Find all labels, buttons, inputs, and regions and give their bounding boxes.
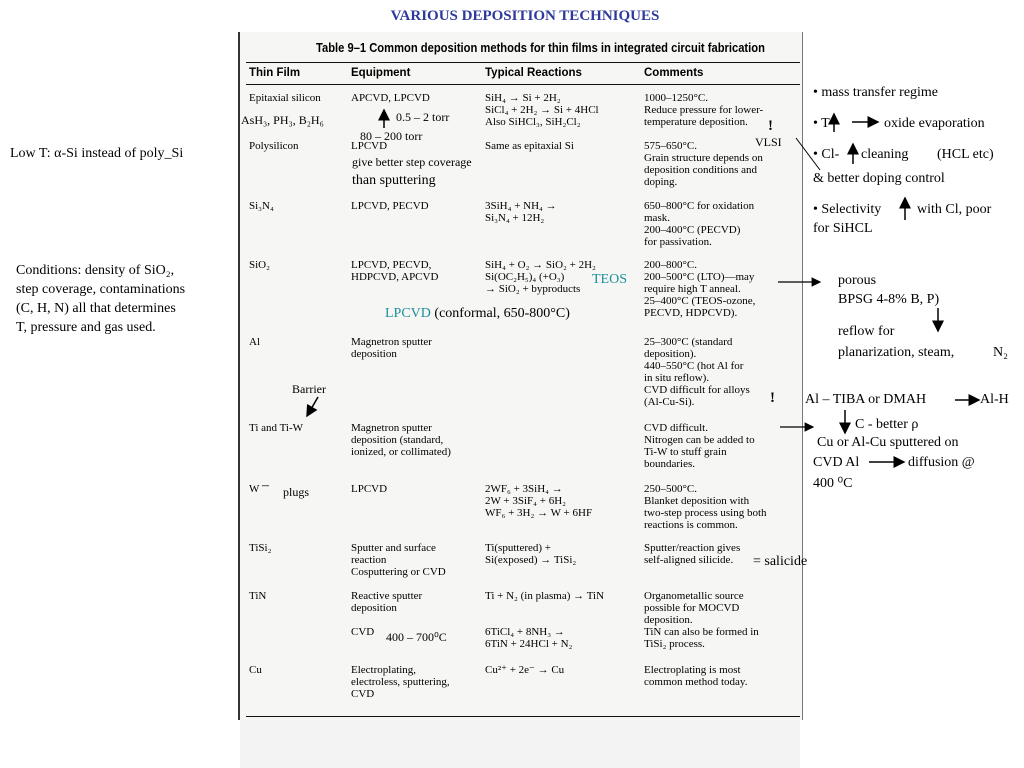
line-vlsi-link [796,138,820,170]
row-oxide-equipment: LPCVD, PECVD, HDPCVD, APCVD [351,259,439,283]
note-for-sihcl: for SiHCL [813,221,873,236]
row-epitaxial-reactions: SiH₄ → Si + 2H₂ SiCl₄ + 2H₂ → Si + 4HCl Also SiHCl₃, SiH₂Cl₂ [485,92,599,128]
row-tin-film: TiN [249,590,267,602]
row-nitride-comments: 650–800°C for oxidation mask. 200–400°C (PECVD) for passivation. [644,200,755,248]
note-diffusion: diffusion @ [908,455,975,470]
note-porous: porous [838,273,877,288]
note-mass-transfer: • mass transfer regime [813,85,939,100]
row-tiw-film: Ti and Ti-W [249,422,304,434]
note-cvd-al: CVD Al [813,455,860,470]
note-precursors: AsH₃, PH₃, B₂H₆ [241,113,324,127]
note-selectivity: • Selectivity [813,202,882,217]
row-tisi2-reactions: Ti(sputtered) + Si(exposed) → TiSi₂ [485,542,577,566]
row-epitaxial-equipment: APCVD, LPCVD [351,92,430,104]
row-w-equipment: LPCVD [351,483,388,495]
note-teos: TEOS [592,272,627,287]
row-cu-film: Cu [249,664,262,676]
row-oxide-reactions: SiH₄ + O₂ → SiO₂ + 2H₂ Si(OC₂H₅)₄ (+O₃) → SiO₂ + byproducts [485,259,596,295]
row-nitride-film: Si₃N₄ [249,200,274,212]
note-with-cl: with Cl, poor [917,202,992,217]
note-cu-alcu: Cu or Al-Cu sputtered on [817,435,959,450]
row-poly-reactions: Same as epitaxial Si [485,140,574,152]
row-epitaxial-comments: 1000–1250°C. Reduce pressure for lower- temperature deposition. [644,92,764,128]
note-conditions-line-4: T, pressure and gas used. [16,320,156,335]
row-w-reactions: 2WF₆ + 3SiH₄ → 2W + 3SiF₄ + 6H₂ WF₆ + 3H₂ → W + 6HF [485,483,593,519]
note-vlsi: VLSI [755,135,782,149]
note-reflow: reflow for [838,324,895,339]
row-oxide-film: SiO₂ [249,259,270,271]
arrow-barrier [307,397,318,416]
note-conformal-range: (conformal, 650-800°C) [434,306,570,321]
header-comments: Comments [644,67,704,79]
note-c-better: C - better ρ [855,417,919,432]
row-oxide-comments: 200–800°C. 200–500°C (LTO)—may require high T anneal. 25–400°C (TEOS-ozone, PECVD, HDPCVD). [644,259,756,319]
row-epitaxial-film: Epitaxial silicon [249,92,321,104]
note-lpcvd-label: LPCVD [385,306,431,321]
note-w-dash: – [262,478,269,493]
note-pressure-poly: 80 – 200 torr [360,129,423,143]
row-cu-equipment: Electroplating, electroless, sputtering, CVD [351,664,450,700]
note-barrier: Barrier [292,382,326,396]
note-than-sputtering: than sputtering [352,173,436,188]
note-conditions-line-3: (C, H, N) all that determines [16,301,176,316]
note-t-bullet: • T [813,116,830,131]
note-bpsg: BPSG 4-8% B, P) [838,292,940,307]
row-nitride-reactions: 3SiH₄ + NH₄ → Si₃N₄ + 12H₂ [485,200,557,224]
note-oxide-evaporation: oxide evaporation [884,116,985,131]
note-salicide: = salicide [753,554,808,569]
note-planarization: planarization, steam, [838,345,955,360]
note-pressure-epi: 0.5 – 2 torr [396,110,450,124]
note-conditions-line-1: Conditions: density of SiO₂, [16,263,175,278]
row-tin-equipment: Reactive sputter deposition CVD [351,590,423,638]
row-tiw-equipment: Magnetron sputter deposition (standard, ionized, or collimated) [351,422,451,458]
note-low-t: Low T: α-Si instead of poly_Si [10,146,184,161]
note-al-h: Al-H [980,392,1009,407]
note-conditions-line-2: step coverage, contaminations [16,282,186,297]
header-thin-film: Thin Film [249,67,301,79]
row-tisi2-film: TiSi₂ [249,542,272,554]
note-n2: N₂ [993,345,1008,360]
note-hcl-etc: (HCL etc) [937,147,994,162]
header-equipment: Equipment [351,67,411,79]
note-cl-bullet: • Cl- [813,147,840,162]
header-typical-reactions: Typical Reactions [485,67,582,79]
row-w-film: W [249,483,260,495]
row-al-equipment: Magnetron sputter deposition [351,336,432,360]
row-cu-comments: Electroplating is most common method today. [644,664,748,688]
row-al-film: Al [249,336,260,348]
note-tin-cvd-temp: 400 – 700⁰C [386,630,447,644]
note-plugs: plugs [283,485,310,499]
mark-exclaim-1: ! [768,118,773,134]
row-al-comments: 25–300°C (standard deposition). 440–550°C (hot Al for in situ reflow). CVD difficult for alloys (Al-Cu-Si). [644,336,750,408]
note-cleaning: cleaning [861,147,909,162]
row-tisi2-comments: Sputter/reaction gives self-aligned silicide. [644,542,741,566]
row-tin-comments: Organometallic source possible for MOCVD deposition. TiN can also be formed in TiSi₂ process. [644,590,759,650]
note-step-coverage: give better step coverage [352,155,472,169]
row-poly-film: Polysilicon [249,140,299,152]
mark-exclaim-2: ! [770,390,775,406]
slide-title: VARIOUS DEPOSITION TECHNIQUES [390,8,660,24]
row-poly-comments: 575–650°C. Grain structure depends on deposition conditions and doping. [644,140,763,188]
row-tisi2-equipment: Sputter and surface reaction Cosputtering or CVD [351,542,446,578]
row-tiw-comments: CVD difficult. Nitrogen can be added to Ti-W to stuff grain boundaries. [644,422,755,470]
note-temp-400: 400 ⁰C [813,476,853,491]
note-doping-control: & better doping control [813,171,945,186]
note-al-tiba: Al – TIBA or DMAH [805,392,927,407]
row-cu-reactions: Cu²⁺ + 2e⁻ → Cu [485,664,565,676]
row-poly-equipment: LPCVD [351,140,388,152]
table-caption: Table 9–1 Common deposition methods for thin films in integrated circuit fabrication [316,40,765,55]
row-w-comments: 250–500°C. Blanket deposition with two-step process using both reactions is common. [644,483,767,531]
row-tin-reactions: Ti + N₂ (in plasma) → TiN 6TiCl₄ + 8NH₃ → 6TiN + 24HCl + N₂ [485,590,605,650]
row-nitride-equipment: LPCVD, PECVD [351,200,429,212]
